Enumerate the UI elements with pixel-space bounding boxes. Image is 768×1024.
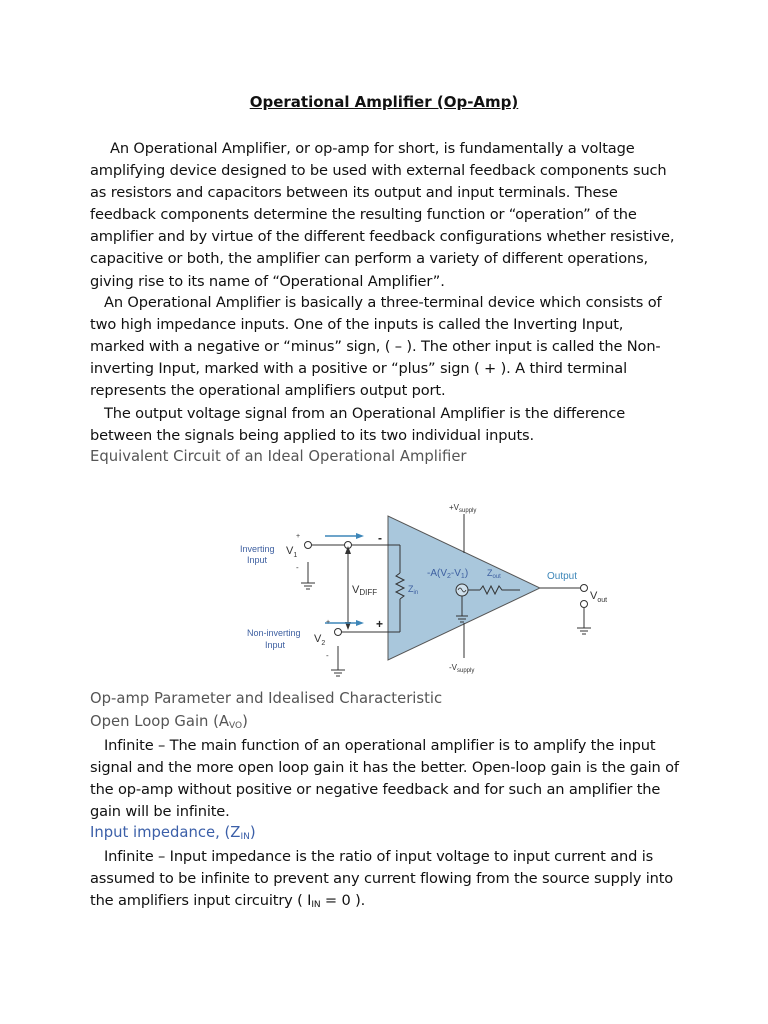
noninverting-input-label: Non-inverting [247,628,301,638]
heading-equivalent-circuit: Equivalent Circuit of an Ideal Operational Amplifier [90,448,467,465]
text-line: giving rise to its name of “Operational Amplifier”. [90,272,445,290]
paragraph-open-loop-gain [90,735,690,823]
inverting-input-label-2: Input [247,555,268,565]
text-line: the amplifiers input circuitry ( $I_{IN} = 0$ ). [90,892,366,911]
noninverting-terminal [335,629,342,636]
text-line: assumed to be infinite to prevent any current flowing from the source supply into [90,870,674,888]
text-line: as resistors and capacitors between its output and input terminals. These [90,184,618,202]
negative-supply-label: $-V_{supply}$ [449,663,475,674]
positive-supply-label: $+V_{supply}$ [449,503,477,514]
v1-label: $V_1$ [286,545,298,559]
heading-input-impedance: Input impedance, $(Z_{IN})$ [90,824,256,842]
text-line: Infinite – The main function of an operational amplifier is to amplify the input [104,737,656,754]
text-line: amplifying device designed to be used with external feedback components such [90,162,667,180]
text-line: signal and the more open loop gain it has the better. Open-loop gain is the gain of [90,759,679,777]
text-line: gain will be infinite. [90,803,230,821]
zout-label: $Z_{out}$ [487,568,501,580]
text-line: The output voltage signal from an Operational Amplifier is the difference [104,405,626,422]
v2-label: $V_2$ [314,633,326,647]
page-title: Operational Amplifier (Op-Amp) [249,93,519,111]
op-amp-equivalent-circuit-diagram [230,498,540,680]
output-label: Output [547,571,578,582]
inverting-input-label: Inverting [240,544,275,554]
text-line: Infinite – Input impedance is the ratio of input voltage to input current and is [104,848,654,865]
text-line: between the signals being applied to its two individual inputs. [90,427,534,445]
text-line: inverting Input, marked with a positive or “plus” sign ( + ). A third terminal [90,360,627,378]
v2-plus-sign: + [326,619,331,626]
text-line: amplifier and by virtue of the different feedback configurations whether resistive, [90,228,675,246]
v1-minus-sign: - [296,563,299,572]
inverting-sign: - [378,531,382,545]
paragraph-terminals [90,292,690,402]
heading-open-loop-gain: Open Loop Gain $(A_{VO})$ [90,713,248,731]
noninverting-input-label-2: Input [265,640,286,650]
text-line: feedback components determine the resulting function or “operation” of the [90,206,637,224]
inverting-terminal [305,542,312,549]
zin-label: $Z_{in}$ [408,584,419,596]
v1-plus-sign: + [296,533,301,540]
output-ground-terminal [581,601,588,608]
paragraph-output [90,403,690,447]
text-line: marked with a negative or “minus” sign, ( – ). The other input is called the Non- [90,338,661,356]
heading-parameters: Op-amp Parameter and Idealised Characteristic [90,690,443,707]
text-line: represents the operational amplifiers output port. [90,382,446,400]
paragraph-intro [90,138,690,293]
output-terminal [581,585,588,592]
text-line: two high impedance inputs. One of the inputs is called the Inverting Input, [90,316,624,334]
text-line: capacitive or both, the amplifier can perform a variety of different operations, [90,250,649,268]
vout-label: $V_{out}$ [590,590,608,604]
output-section [540,560,620,640]
noninverting-sign: + [376,617,384,631]
v2-minus-sign: - [326,651,329,660]
text-line: the op-amp without positive or negative feedback and for such an amplifier the [90,781,661,799]
gain-expression: $-A(V_2-V_1)$ [427,568,469,580]
paragraph-input-impedance [90,846,690,916]
text-line: An Operational Amplifier is basically a three-terminal device which consists of [104,294,662,311]
vdiff-label: VDIFF [352,584,378,597]
text-line: An Operational Amplifier, or op-amp for short, is fundamentally a voltage [110,140,635,157]
